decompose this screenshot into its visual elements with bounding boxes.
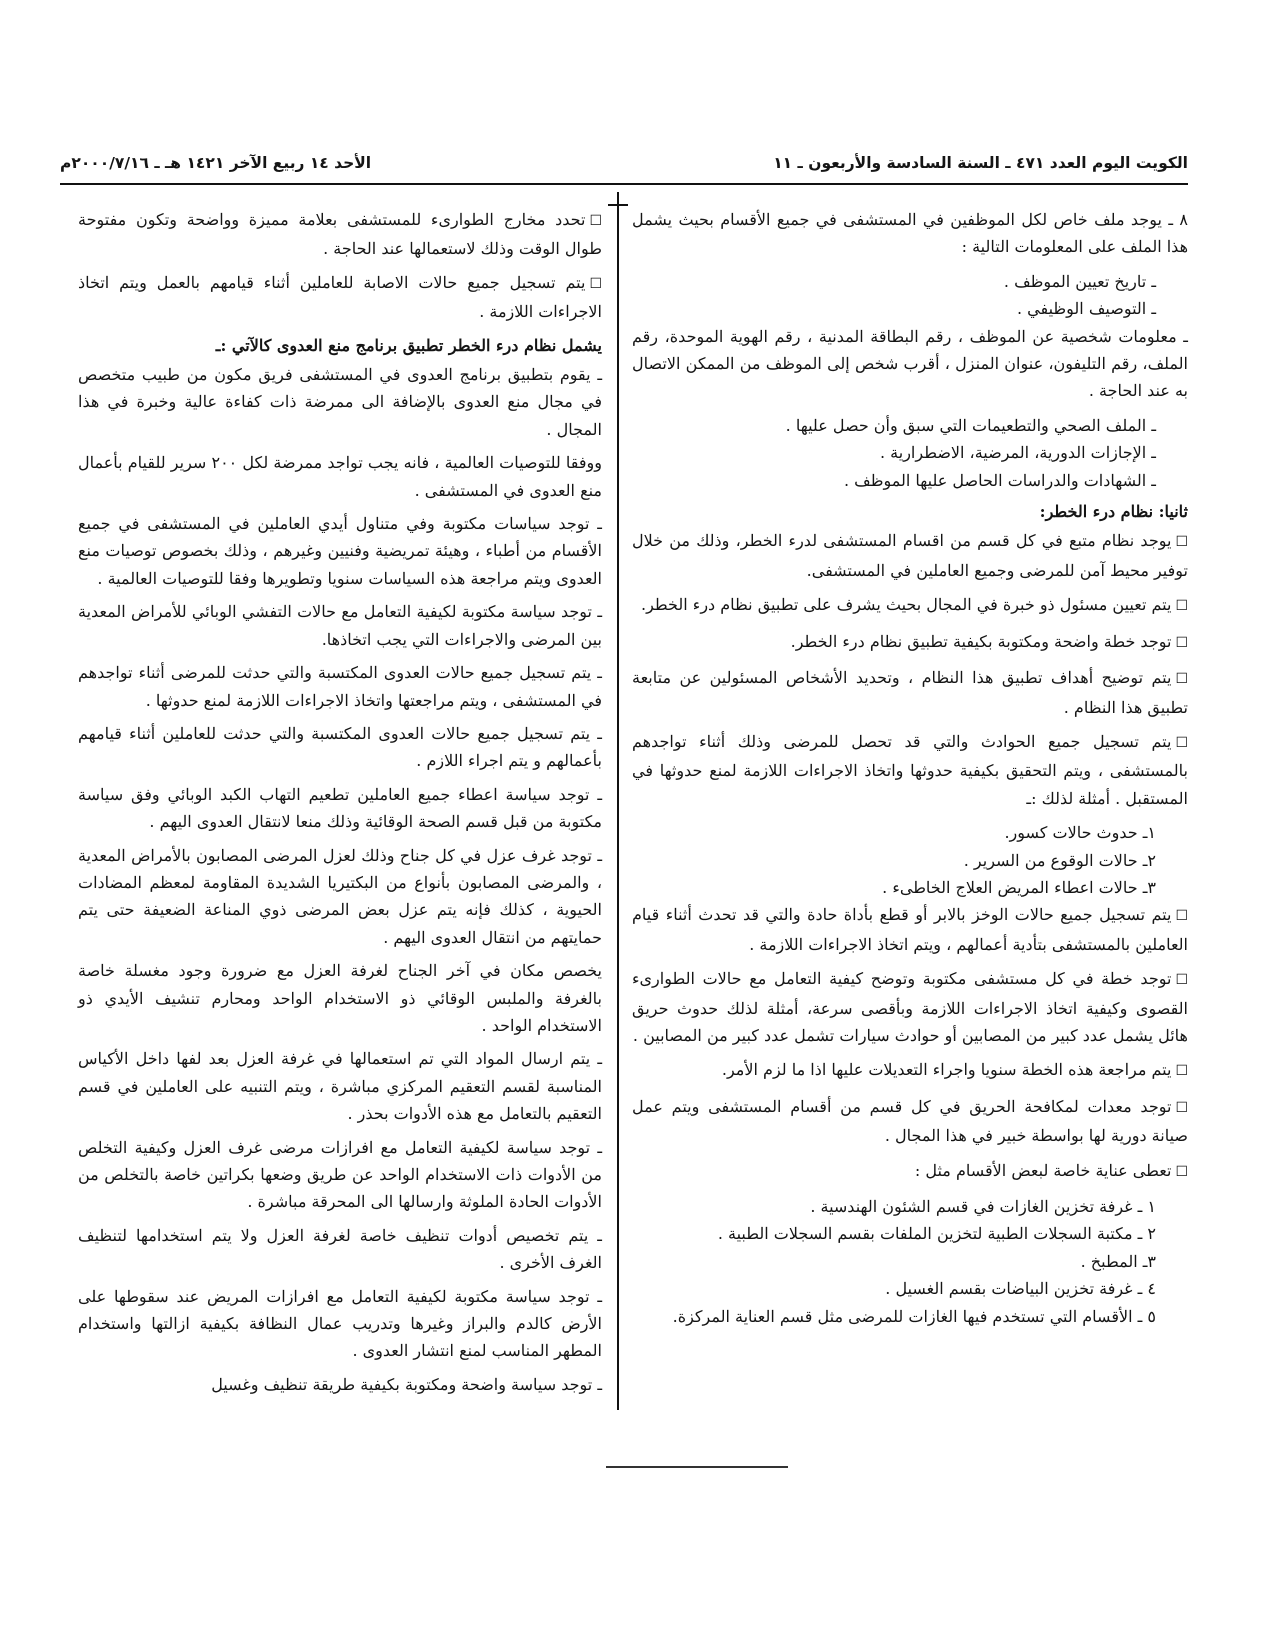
- paragraph-text: يتم توضيح أهداف تطبيق هذا النظام ، وتحديد الأشخاص المسئولين عن متابعة تطبيق هذا النظام .: [632, 668, 1188, 717]
- paragraph-text: يتم مراجعة هذه الخطة سنويا واجراء التعديلات عليها اذا ما لزم الأمر.: [721, 1060, 1172, 1080]
- paragraph: يخصص مكان في آخر الجناح لغرفة العزل مع ضرورة وجود مغسلة خاصة بالغرفة والملبس الوقائي ذو الاستخدام الواحد ومحارم تنشيف الأيدي ذو الاستخدام الواحد .: [78, 961, 602, 1035]
- paragraph-text: تحدد مخارج الطوارىء للمستشفى بعلامة مميزة وواضحة وتكون مفتوحة طوال الوقت وذلك لاستعمالها عند الحاجة .: [78, 210, 602, 259]
- paragraph: ـ توجد غرف عزل في كل جناح وذلك لعزل المرضى المصابون بالأمراض المعدية ، والمرضى المصابون بأنواع من البكتيريا الشديدة المقاومة لمعظم المضادات الحيوية ، كذلك فإنه يتم عزل بعض المرضى ذوي المناعة الضعيفة حتى يتم حمايتهم من انتقال العدوى اليهم .: [78, 845, 602, 947]
- checkbox-icon: ☐: [1175, 671, 1188, 688]
- checkbox-icon: ☐: [589, 275, 602, 292]
- column-divider-cross: [608, 204, 628, 206]
- checkbox-icon: ☐: [589, 213, 602, 229]
- checkbox-icon: ☐: [1175, 908, 1188, 925]
- paragraph: ـ توجد سياسة اعطاء جميع العاملين تطعيم التهاب الكبد الوبائي وفق سياسة مكتوبة من قبل قسم الصحة الوقائية وذلك منعا لانتقال العدوى اليهم .: [78, 784, 602, 832]
- right-column: [632, 206, 1188, 1330]
- list-item: ـ الملف الصحي والتطعيمات التي سبق وأن حصل عليها .: [785, 415, 1156, 435]
- list-item: ٢ـ حالات الوقوع من السرير .: [963, 850, 1156, 870]
- list-item: ١ـ حدوث حالات كسور.: [1004, 823, 1156, 843]
- checkbox-icon: ☐: [1175, 598, 1188, 615]
- checkbox-paragraph: [78, 269, 602, 326]
- page-header: [60, 150, 1188, 180]
- checkbox-icon: ☐: [1175, 1099, 1188, 1116]
- paragraph: ـ توجد سياسة واضحة ومكتوبة بكيفية طريقة تنظيف وغسيل: [211, 1374, 602, 1394]
- paragraph-text: يتم تسجيل جميع حالات الوخز بالابر أو قطع بأداة حادة والتي قد تحدث أثناء قيام العاملين بالمستشفى بتأدية أعمالهم ، ويتم اتخاذ الاجراءات اللازمة .: [632, 905, 1188, 954]
- header-date: الأحد ١٤ ربيع الآخر ١٤٢١ هـ ـ ٢٠٠٠/٧/١٦م: [60, 154, 372, 172]
- checkbox-paragraph: [632, 527, 1188, 584]
- checkbox-paragraph: [632, 901, 1188, 958]
- checkbox-paragraph: [632, 965, 1188, 1049]
- checkbox-paragraph: [632, 628, 1188, 657]
- list-item: ـ التوصيف الوظيفي .: [1017, 299, 1156, 319]
- checkbox-icon: ☐: [1175, 1063, 1188, 1080]
- checkbox-paragraph: [78, 206, 602, 263]
- checkbox-paragraph: [632, 1056, 1188, 1085]
- paragraph-text: توجد خطة في كل مستشفى مكتوبة وتوضح كيفية التعامل مع حالات الطوارىء القصوى وكيفية اتخاذ الاجراءات اللازمة وبأقصى سرعة، أمثلة لذلك حدوث حريق هائل يشمل عدد كبير من المصابين أو حوادث سيارات تشمل عدد كبير من المصابين .: [632, 969, 1188, 1045]
- paragraph: ـ يتم ارسال المواد التي تم استعمالها في غرفة العزل بعد لفها داخل الأكياس المناسبة لقسم التعقيم المركزي مباشرة ، ويتم التنبيه على العاملين في قسم التعقيم بالتعامل مع هذه الأدوات بحذر .: [78, 1049, 602, 1124]
- list-item: ٢ ـ مكتبة السجلات الطبية لتخزين الملفات بقسم السجلات الطبية .: [717, 1224, 1156, 1244]
- checkbox-icon: ☐: [1175, 534, 1188, 551]
- paragraph-text: يتم تسجيل جميع الحوادث والتي قد تحصل للمرضى وذلك أثناء تواجدهم بالمستشفى ، ويتم التحقيق بكيفية حدوثها واتخاذ الاجراءات اللازمة لمنع حدوثها في المستقبل . أمثلة لذلك :ـ: [632, 731, 1189, 808]
- paragraph-text: توجد خطة واضحة ومكتوبة بكيفية تطبيق نظام درء الخطر.: [790, 631, 1172, 651]
- list-item: ٣ـ حالات اعطاء المريض العلاج الخاطىء .: [882, 877, 1156, 897]
- list-item: ٤ ـ غرفة تخزين البياضات بقسم الغسيل .: [885, 1279, 1156, 1299]
- paragraph-text: يتم تسجيل جميع حالات الاصابة للعاملين أثناء قيامهم بالعمل ويتم اتخاذ الاجراءات اللازمة .: [78, 272, 602, 322]
- header-issue-info: الكويت اليوم العدد ٤٧١ ـ السنة السادسة والأربعون ـ ١١: [773, 154, 1188, 172]
- paragraph: ٨ ـ يوجد ملف خاص لكل الموظفين في المستشفى في جميع الأقسام بحيث يشمل هذا الملف على المعلومات التالية :: [632, 210, 1188, 257]
- section-heading: ثانيا: نظام درء الخطر:: [1039, 502, 1188, 522]
- checkbox-icon: ☐: [1175, 634, 1188, 651]
- section-heading: يشمل نظام درء الخطر تطبيق برنامج منع العدوى كالآتي :ـ: [215, 335, 602, 355]
- paragraph-text: يتم تعيين مسئول ذو خبرة في المجال بحيث يشرف على تطبيق نظام درء الخطر.: [641, 595, 1172, 615]
- checkbox-icon: ☐: [1175, 734, 1188, 751]
- checkbox-paragraph: [632, 591, 1188, 620]
- paragraph: ـ معلومات شخصية عن الموظف ، رقم البطاقة المدنية ، رقم الهوية الموحدة، رقم الملف، رقم التليفون، عنوان المنزل ، أقرب شخص إلى الموظف من الممكن الاتصال به عند الحاجة .: [632, 326, 1188, 401]
- checkbox-icon: ☐: [1175, 1163, 1188, 1180]
- list-item: ٣ـ المطبخ .: [1080, 1251, 1156, 1271]
- list-item: ١ ـ غرفة تخزين الغازات في قسم الشئون الهندسية .: [810, 1197, 1156, 1216]
- paragraph: ووفقا للتوصيات العالمية ، فانه يجب تواجد ممرضة لكل ٢٠٠ سرير للقيام بأعمال منع العدوى في المستشفى .: [78, 453, 602, 500]
- list-item: ـ الإجازات الدورية، المرضية، الاضطرارية .: [879, 443, 1156, 463]
- checkbox-paragraph: [632, 1093, 1188, 1150]
- paragraph: ـ يقوم بتطبيق برنامج العدوى في المستشفى فريق مكون من طبيب متخصص في مجال منع العدوى بالإضافة الى ممرضة ذات كفاءة عالية وخبرة في هذا المجال .: [78, 365, 602, 439]
- column-divider: [617, 192, 619, 1410]
- left-column: [78, 206, 602, 1404]
- paragraph: ـ يتم تسجيل جميع حالات العدوى المكتسبة والتي حدثت للمرضى أثناء تواجدهم في المستشفى ، ويتم مراجعتها واتخاذ الاجراءات اللازمة لمنع حدوثها .: [78, 663, 602, 710]
- checkbox-icon: ☐: [1175, 972, 1188, 989]
- list-item: ٥ ـ الأقسام التي تستخدم فيها الغازات للمرضى مثل قسم العناية المركزة.: [672, 1306, 1156, 1326]
- checkbox-paragraph: [632, 728, 1188, 812]
- paragraph: ـ توجد سياسة مكتوبة لكيفية التعامل مع افرازات المريض عند سقوطها على الأرض كالدم والبراز وغيرها وتدريب عمال النظافة بكيفية ازالتها واستخدام المطهر المناسب لمنع انتشار العدوى .: [78, 1286, 602, 1361]
- footer-rule: [606, 1466, 788, 1468]
- checkbox-paragraph: [632, 664, 1188, 721]
- paragraph: ـ توجد سياسة مكتوبة لكيفية التعامل مع حالات التفشي الوبائي للأمراض المعدية بين المرضى والاجراءات التي يجب اتخاذها.: [78, 602, 603, 649]
- list-item: ـ تاريخ تعيين الموظف .: [1003, 271, 1156, 291]
- header-rule: [60, 183, 1188, 185]
- paragraph: ـ توجد سياسة لكيفية التعامل مع افرازات مرضى غرف العزل وكيفية التخلص من الأدوات ذات الاستخدام الواحد عن طريق وضعها بكراتين خاصة بالتخلص من الأدوات الحادة الملوثة وارسالها الى المحرقة مباشرة .: [78, 1137, 602, 1212]
- paragraph: ـ يتم تخصيص أدوات تنظيف خاصة لغرفة العزل ولا يتم استخدامها لتنظيف الغرف الأخرى .: [78, 1225, 602, 1273]
- checkbox-paragraph: [632, 1157, 1188, 1186]
- paragraph-text: تعطى عناية خاصة لبعض الأقسام مثل :: [914, 1160, 1172, 1180]
- paragraph: ـ يتم تسجيل جميع حالات العدوى المكتسبة والتي حدثت للعاملين أثناء قيامهم بأعمالهم و يتم اجراء اللازم .: [78, 723, 602, 771]
- paragraph-text: توجد معدات لمكافحة الحريق في كل قسم من أقسام المستشفى ويتم عمل صيانة دورية لها بواسطة خبير في هذا المجال .: [632, 1096, 1188, 1146]
- paragraph-text: يوجد نظام متبع في كل قسم من اقسام المستشفى لدرء الخطر، وذلك من خلال توفير محيط آمن للمرضى وجميع العاملين في المستشفى.: [632, 531, 1188, 580]
- paragraph: ـ توجد سياسات مكتوبة وفي متناول أيدي العاملين في المستشفى في جميع الأقسام من أطباء ، وهيئة تمريضية وفنيين وغيرهم ، وذلك بخصوص توصيات منع العدوى ويتم مراجعة هذه السياسات سنويا وتطويرها وفقا للتوصيات العالمية .: [78, 514, 602, 588]
- list-item: ـ الشهادات والدراسات الحاصل عليها الموظف .: [843, 470, 1156, 490]
